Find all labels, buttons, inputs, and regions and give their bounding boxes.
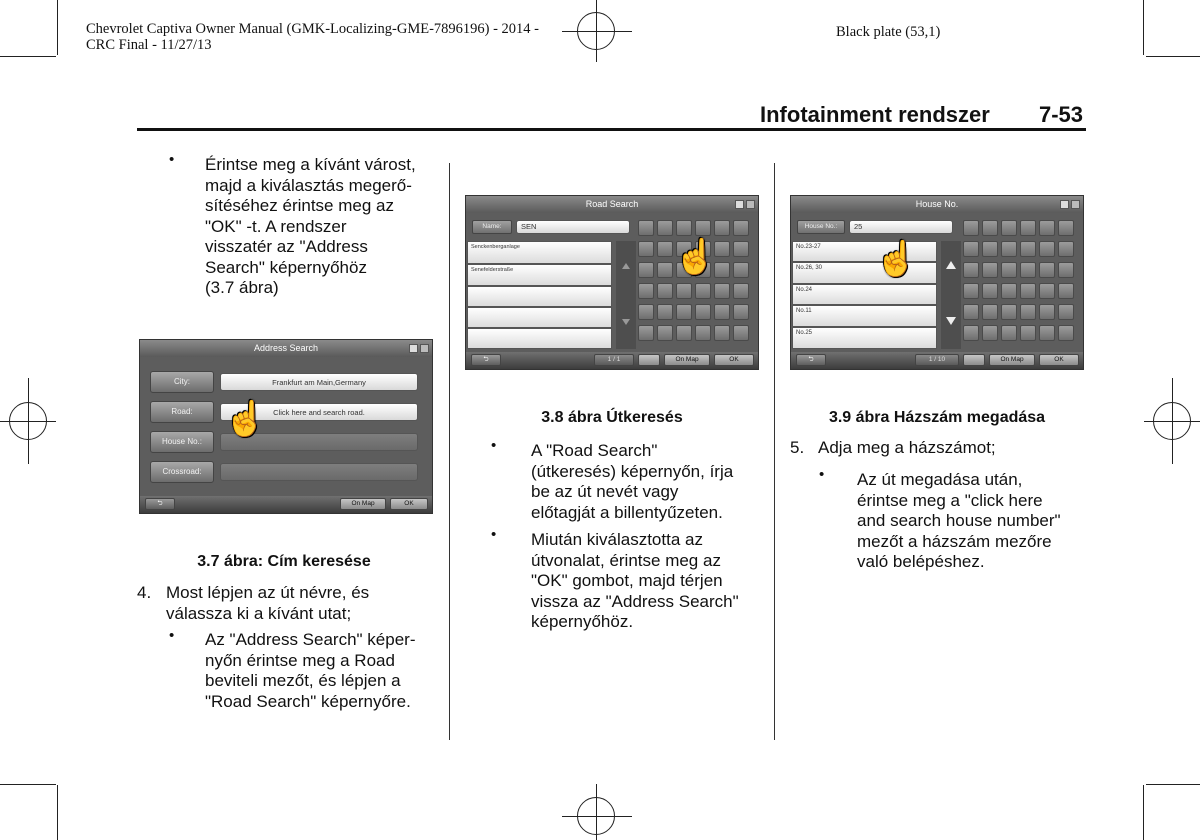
keyboard-key [638,241,654,257]
keyboard-key [676,325,692,341]
bullet-glyph: • [491,437,497,454]
keyboard-key [963,220,979,236]
result-row: No.24 [792,284,937,305]
menu-icon [735,200,744,209]
ok-button: OK [714,354,754,366]
crop-mark [1146,784,1200,785]
on-map-button: On Map [664,354,710,366]
house-no-label: House No.: [150,431,214,453]
keyboard-key [982,220,998,236]
keyboard-key [638,220,654,236]
keyboard-key [657,220,673,236]
plate-label: Black plate (53,1) [836,24,941,40]
figure-road-search [465,195,759,370]
crop-mark [1143,785,1144,840]
bullet-glyph: • [169,627,175,644]
result-row: No.11 [792,305,937,327]
keyboard-key [676,283,692,299]
keyboard-key [676,220,692,236]
crop-mark [1143,0,1144,55]
keyboard-key [733,262,749,278]
keyboard-key [1020,304,1036,320]
keyboard-key [1001,283,1017,299]
keyboard-key [638,325,654,341]
road-field: Click here and search road. [220,403,418,421]
keyboard-key [1020,325,1036,341]
keyboard-key [733,220,749,236]
house-no-label: House No.: [797,220,845,234]
screen-title: House No. [791,196,1083,213]
keyboard-key [1058,325,1074,341]
keyboard-key [1039,220,1055,236]
keyboard-key [1039,241,1055,257]
crossroad-field [220,463,418,481]
keyboard-key [657,325,673,341]
screen-title: Road Search [466,196,758,213]
crc-line: CRC Final - 11/27/13 [86,37,212,53]
keyboard-key [733,241,749,257]
figure-house-number [790,195,1084,370]
tools-icon [1071,200,1080,209]
name-label: Name: [472,220,512,234]
keyboard-key [1001,304,1017,320]
keyboard-key [1039,325,1055,341]
keyboard-key [733,304,749,320]
tools-icon [746,200,755,209]
road-label: Road: [150,401,214,423]
crop-mark [0,56,56,57]
city-field: Frankfurt am Main,Germany [220,373,418,391]
result-row-empty [467,328,612,349]
result-row-empty [467,307,612,328]
name-field: SEN [516,220,630,234]
figure-caption-3-9: 3.9 ábra Házszám megadása [828,409,1046,426]
keyboard-key [657,262,673,278]
step-paragraph: Most lépjen az út névre, és válassza ki a kívánt utat; [166,583,370,623]
keyboard-key [1039,283,1055,299]
step-paragraph: Adja meg a házszámot; [818,438,996,457]
city-label: City: [150,371,214,393]
keyboard-key [714,220,730,236]
keyboard-key [695,283,711,299]
keyboard-key [1058,283,1074,299]
keyboard-key [1039,304,1055,320]
scrollbar [616,241,636,349]
step-number: 4. [137,583,152,602]
keyboard-key [695,304,711,320]
ok-button: OK [390,498,428,510]
keyboard-key [982,325,998,341]
keyboard-key [1058,220,1074,236]
house-no-field: 25 [849,220,953,234]
result-row: No.26, 30 [792,262,937,284]
keyboard-key [963,241,979,257]
screen-title: Address Search [140,340,432,357]
figure-caption-3-7: 3.7 ábra: Cím keresése [197,553,371,570]
on-map-button: On Map [340,498,386,510]
column-divider [449,163,450,740]
keyboard-key [714,304,730,320]
keyboard-key [1020,241,1036,257]
page-number: 7-53 [1039,102,1084,127]
on-screen-keyboard [963,220,1083,350]
keyboard-key [1058,304,1074,320]
keyboard-key [1039,262,1055,278]
crop-mark [57,0,58,55]
result-row: Senefelderstraße [467,264,612,286]
list-icon [963,354,985,366]
back-arrow-icon: ⮌ [145,498,175,510]
keyboard-key [1058,262,1074,278]
ok-button: OK [1039,354,1079,366]
pointing-hand-icon: ☝ [224,400,267,438]
keyboard-key [963,325,979,341]
screen-bottom-bar [140,496,432,513]
keyboard-key [1001,325,1017,341]
bullet-paragraph: Az "Address Search" képer- nyőn érintse meg a Road beviteli mezőt, és lépjen a "Road Search" képernyőre. [205,630,416,711]
keyboard-key [695,325,711,341]
bullet-glyph: • [819,466,825,483]
keyboard-key [657,304,673,320]
keyboard-key [963,283,979,299]
bullet-paragraph: Érintse meg a kívánt várost, majd a kiválasztás megerő- sítéséhez érintse meg az "OK" -t. A rendszer visszatér az "Address Search" képernyőhöz (3.7 ábra) [205,155,416,297]
list-icon [638,354,660,366]
menu-icon [1060,200,1069,209]
result-row: No.25 [792,327,937,349]
keyboard-key [1020,262,1036,278]
crossroad-label: Crossroad: [150,461,214,483]
crop-mark [0,784,56,785]
keyboard-key [982,241,998,257]
on-map-button: On Map [989,354,1035,366]
keyboard-key [1001,262,1017,278]
keyboard-key [982,304,998,320]
keyboard-key [657,241,673,257]
keyboard-key [638,262,654,278]
keyboard-key [714,325,730,341]
result-row-empty [467,286,612,307]
section-title: Infotainment rendszer [760,102,990,127]
keyboard-key [657,283,673,299]
keyboard-key [1058,241,1074,257]
keyboard-key [714,241,730,257]
keyboard-key [1001,241,1017,257]
keyboard-key [1020,283,1036,299]
menu-icon [409,344,418,353]
bullet-paragraph: A "Road Search" (útkeresés) képernyőn, írja be az út nevét vagy előtagját a billentyűzeten. [531,441,734,522]
keyboard-key [733,325,749,341]
column-divider [774,163,775,740]
back-arrow-icon: ⮌ [796,354,826,366]
page-indicator: 1 / 10 [915,354,959,366]
pointing-hand-icon: ☝ [674,238,717,276]
keyboard-key [676,304,692,320]
back-arrow-icon: ⮌ [471,354,501,366]
keyboard-key [638,283,654,299]
keyboard-key [714,262,730,278]
bullet-glyph: • [169,151,175,168]
keyboard-key [963,262,979,278]
keyboard-key [695,220,711,236]
screen-bottom-bar [466,352,758,369]
document-id-line: Chevrolet Captiva Owner Manual (GMK-Localizing-GME-7896196) - 2014 - [86,21,540,37]
step-number: 5. [790,438,805,457]
keyboard-key [1001,220,1017,236]
bullet-glyph: • [491,526,497,543]
pointing-hand-icon: ☝ [875,240,918,278]
crop-mark [1146,56,1200,57]
result-row: No.23-27 [792,241,937,262]
result-row: Senckenberganlage [467,241,612,264]
bullet-paragraph: Az út megadása után, érintse meg a "click here and search house number" mezőt a házszám mezőre való belépéshez. [857,470,1061,571]
page-indicator: 1 / 1 [594,354,634,366]
header-rule [137,128,1086,131]
figure-caption-3-8: 3.8 ábra Útkeresés [541,409,683,426]
scrollbar [941,241,961,349]
keyboard-key [1020,220,1036,236]
screen-bottom-bar [791,352,1083,369]
keyboard-key [982,283,998,299]
keyboard-key [982,262,998,278]
bullet-paragraph: Miután kiválasztotta az útvonalat, érintse meg az "OK" gombot, majd térjen vissza az "Address Search" képernyőhöz. [531,530,739,631]
keyboard-key [733,283,749,299]
figure-address-search [139,339,433,514]
keyboard-key [638,304,654,320]
tools-icon [420,344,429,353]
crop-mark [57,785,58,840]
keyboard-key [714,283,730,299]
keyboard-key [963,304,979,320]
